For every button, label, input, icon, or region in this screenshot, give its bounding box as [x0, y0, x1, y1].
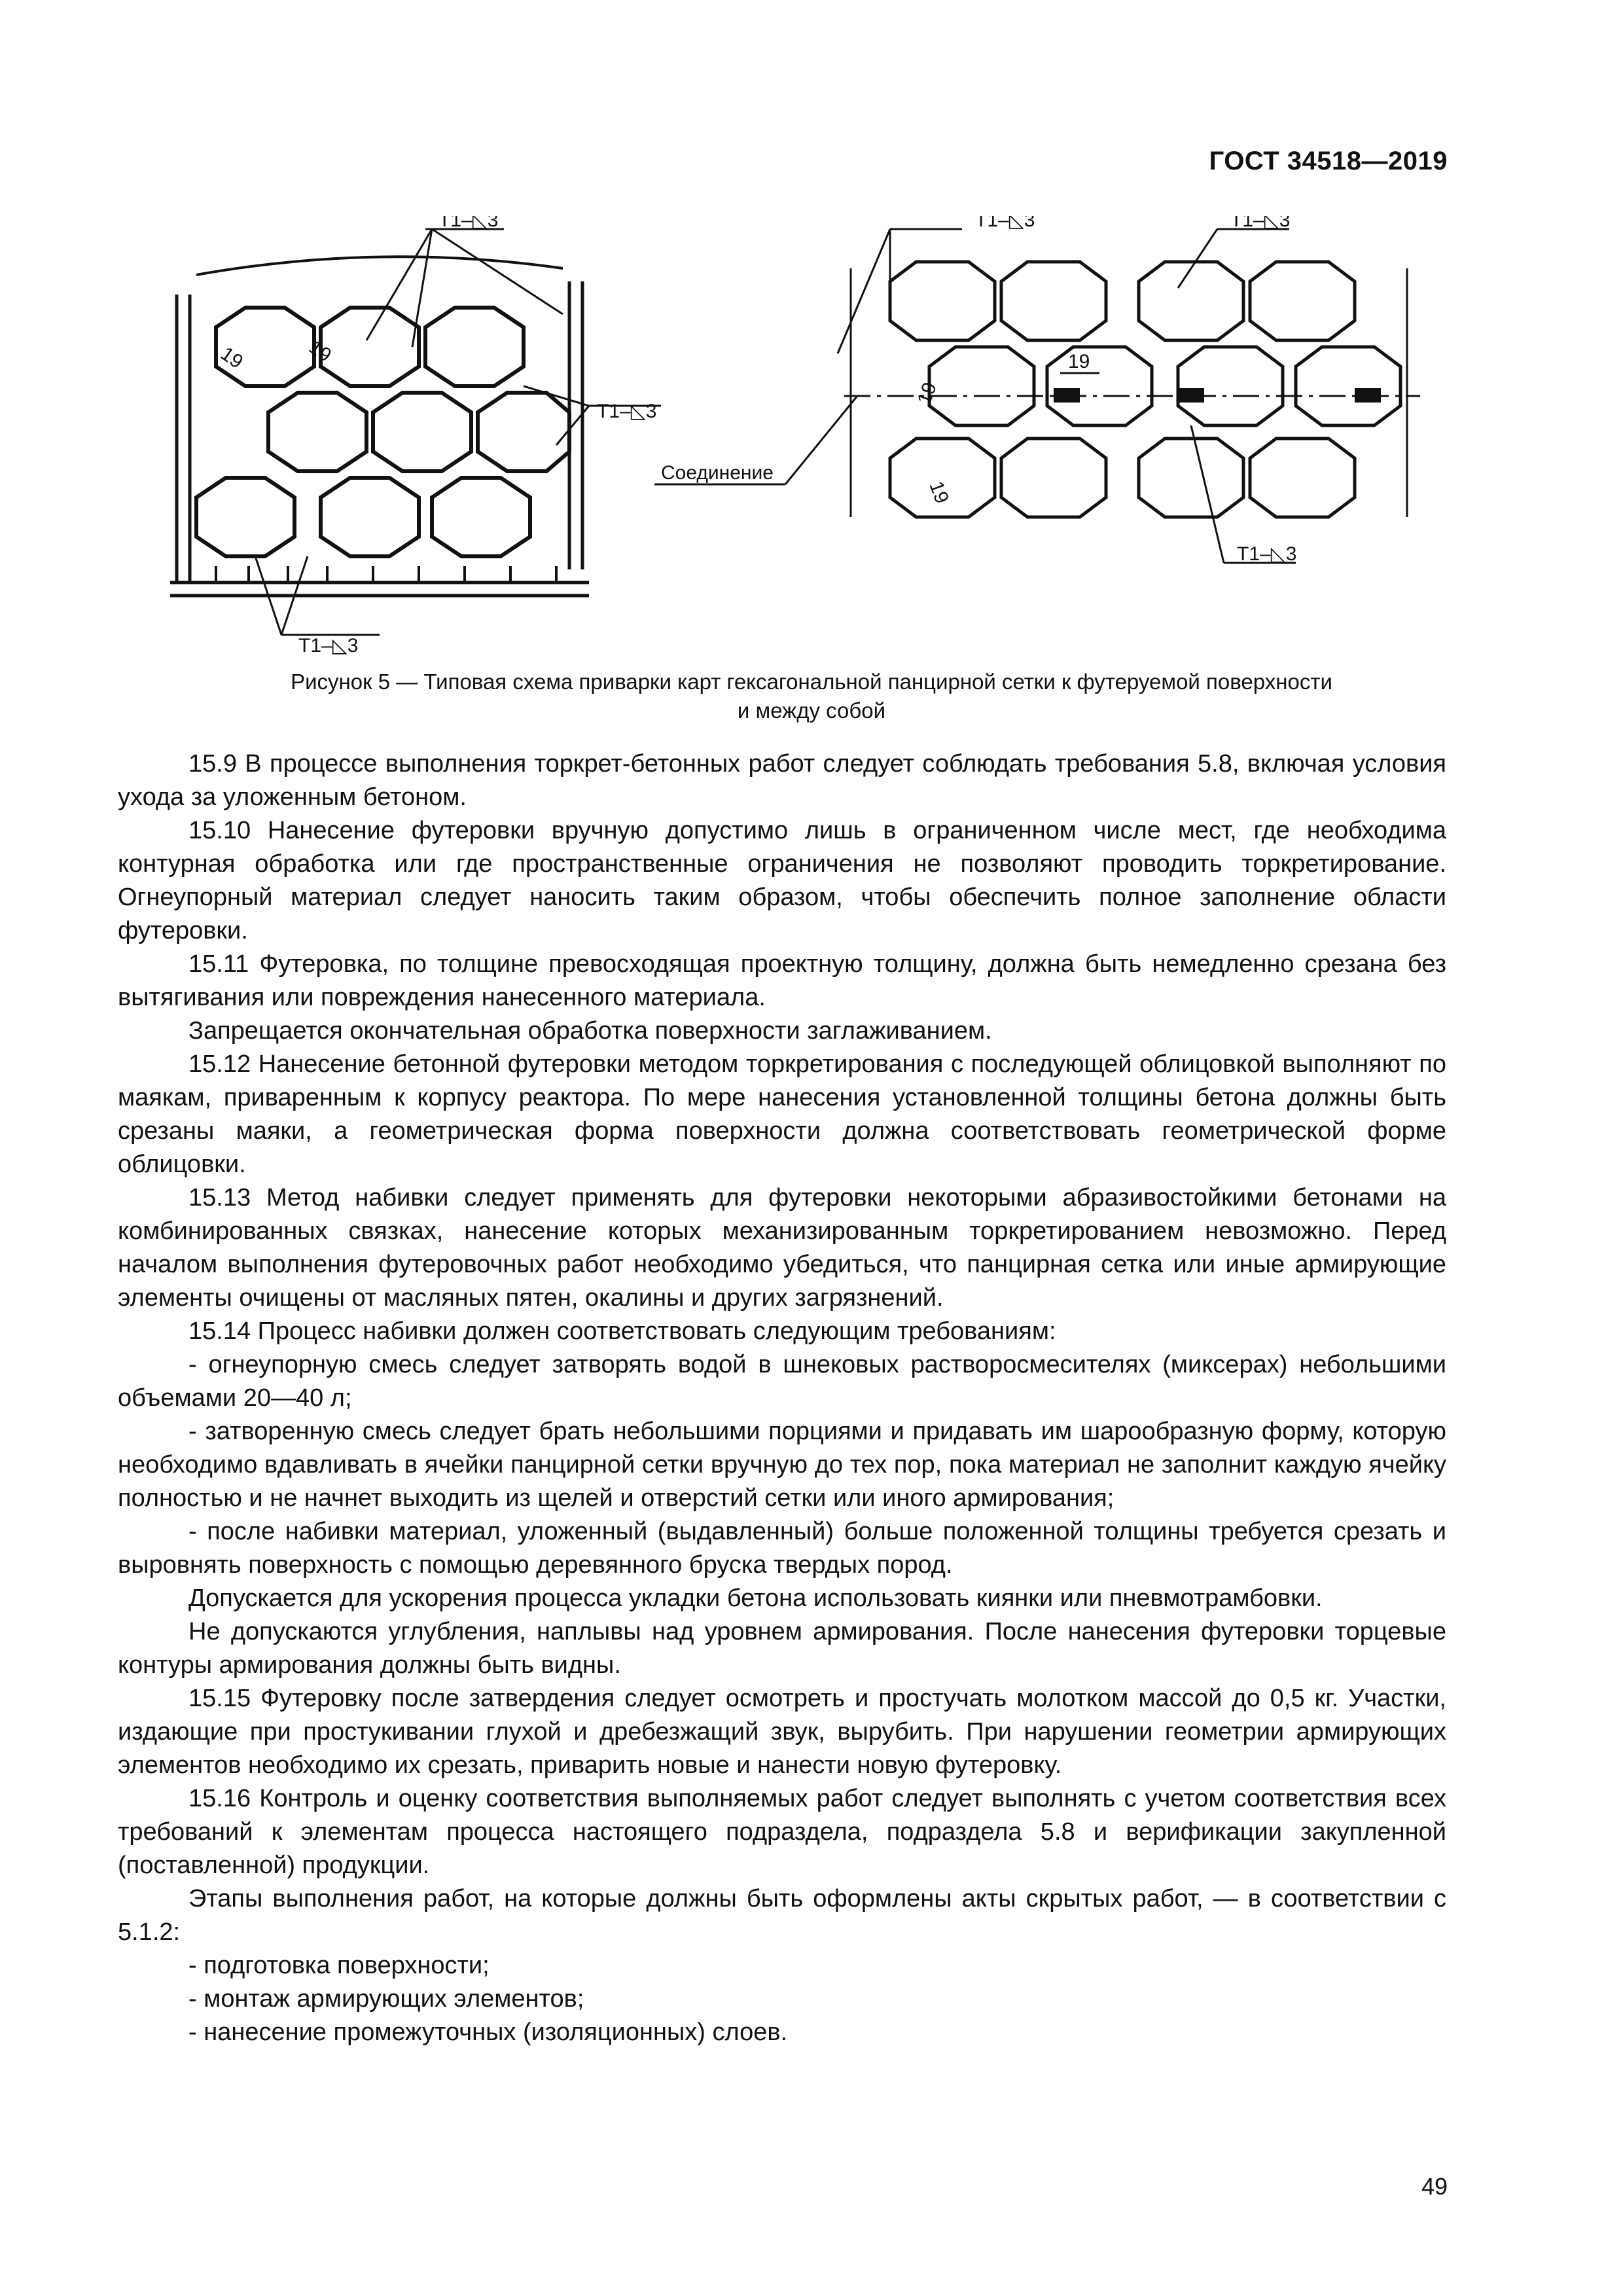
paragraph-tamping: Допускается для ускорения процесса укладки бетона использовать киянки или пневмотрамбовки.	[188, 1585, 1323, 1612]
document-body	[118, 747, 1446, 2049]
paragraph-15-11: 15.11 Футеровка, по толщине превосходящая проектную толщину, должна быть немедленно срезана без вытягивания или повреждения нанесенного материала.	[118, 950, 1446, 1011]
caption-line-2: и между собой	[737, 698, 886, 723]
figure-5-hex-mesh-welding	[157, 216, 1466, 661]
dimension-19-c: 19	[1068, 351, 1090, 372]
list-item-mixing: - огнеупорную смесь следует затворять водой в шнековых растворосмесителях (миксерах) небольшими объемами 20—40 л;	[118, 1351, 1446, 1412]
weld-label-mid-left: Т1–◺3	[597, 401, 657, 422]
weld-label-top-mid: Т1–◺3	[975, 216, 1035, 231]
dimension-19-e: 19	[925, 478, 953, 507]
caption-line-1: Рисунок 5 — Типовая схема приварки карт гексагональной панцирной сетки к футеруемой поверхности	[291, 670, 1332, 694]
paragraph-hidden-works: Этапы выполнения работ, на которые должны быть оформлены акты скрытых работ, — в соответствии с 5.1.2:	[118, 1885, 1446, 1946]
paragraph-15-15: 15.15 Футеровку после затвердения следует осмотреть и простучать молотком массой до 0,5 кг. Участки, издающие при простукивании глухой и дребезжащий звук, вырубить. При нарушении геометрии армирующих элементов необходимо их срезать, приварить новые и нанести новую футеровку.	[118, 1685, 1446, 1779]
weld-label-top-right: Т1–◺3	[1230, 216, 1291, 231]
paragraph-15-13: 15.13 Метод набивки следует применять для футеровки некоторыми абразивостойкими бетонами на комбинированных связках, нанесение которых механизированным торкретированием невозможно. Перед началом выполнения футеровочных работ необходимо убедиться, что панцирная сетка или иные армирующие элементы очищены от масляных пятен, окалины и других загрязнений.	[118, 1184, 1446, 1312]
document-header: ГОСТ 34518—2019	[1209, 147, 1448, 175]
paragraph-15-10: 15.10 Нанесение футеровки вручную допустимо лишь в ограниченном числе мест, где необходима контурная обработка или где пространственные ограничения не позволяют проводить торкретирование. Огнеупорный материал следует наносить таким образом, чтобы обеспечить полное заполнение области футеровки.	[118, 817, 1446, 944]
paragraph-no-depressions: Не допускаются углубления, наплывы над уровнем армирования. После нанесения футеровки торцевые контуры армирования должны быть видны.	[118, 1618, 1446, 1679]
weld-label-bottom-right: Т1–◺3	[1237, 543, 1297, 565]
list-item-reinforcement: - монтаж армирующих элементов;	[188, 1985, 584, 2013]
weld-label-bottom-left: Т1–◺3	[298, 635, 359, 656]
weld-label-top-left: Т1–◺3	[438, 216, 499, 231]
dimension-19-a: 19	[216, 342, 247, 373]
dimension-19-b: 19	[304, 336, 336, 367]
paragraph-15-9: 15.9 В процессе выполнения торкрет-бетонных работ следует соблюдать требования 5.8, включая условия ухода за уложенным бетоном.	[118, 750, 1446, 811]
joint-label: Соединение	[661, 462, 774, 484]
list-item-portions: - затворенную смесь следует брать небольшими порциями и придавать им шарообразную форму, которую необходимо вдавливать в ячейки панцирной сетки вручную до тех пор, пока материал не заполнит каждую ячейку полностью и не начнет выходить из щелей и отверстий сетки или иного армирования;	[118, 1418, 1446, 1512]
hex-mesh-drawing	[157, 216, 1466, 661]
list-item-trimming: - после набивки материал, уложенный (выдавленный) больше положенной толщины требуется срезать и выровнять поверхность с помощью деревянного бруска твердых пород.	[118, 1518, 1446, 1579]
list-item-surface-prep: - подготовка поверхности;	[188, 1952, 490, 1979]
paragraph-15-16: 15.16 Контроль и оценку соответствия выполняемых работ следует выполнять с учетом соответствия всех требований к элементам процесса настоящего подраздела, подраздела 5.8 и верификации закупленной (поставленной) продукции.	[118, 1785, 1446, 1879]
figure-caption	[175, 668, 1448, 725]
list-item-layers: - нанесение промежуточных (изоляционных) слоев.	[188, 2018, 788, 2046]
dimension-19-d: 19	[913, 379, 941, 408]
page-number: 49	[1421, 2173, 1448, 2200]
paragraph-15-12: 15.12 Нанесение бетонной футеровки методом торкретирования с последующей облицовкой выполняют по маякам, приваренным к корпусу реактора. По мере нанесения установленной толщины бетона должны быть срезаны маяки, а геометрическая форма поверхности должна соответствовать геометрической форме облицовки.	[118, 1050, 1446, 1178]
paragraph-15-14: 15.14 Процесс набивки должен соответствовать следующим требованиям:	[188, 1318, 1056, 1345]
paragraph-smoothing-prohibited: Запрещается окончательная обработка поверхности заглаживанием.	[188, 1017, 992, 1045]
